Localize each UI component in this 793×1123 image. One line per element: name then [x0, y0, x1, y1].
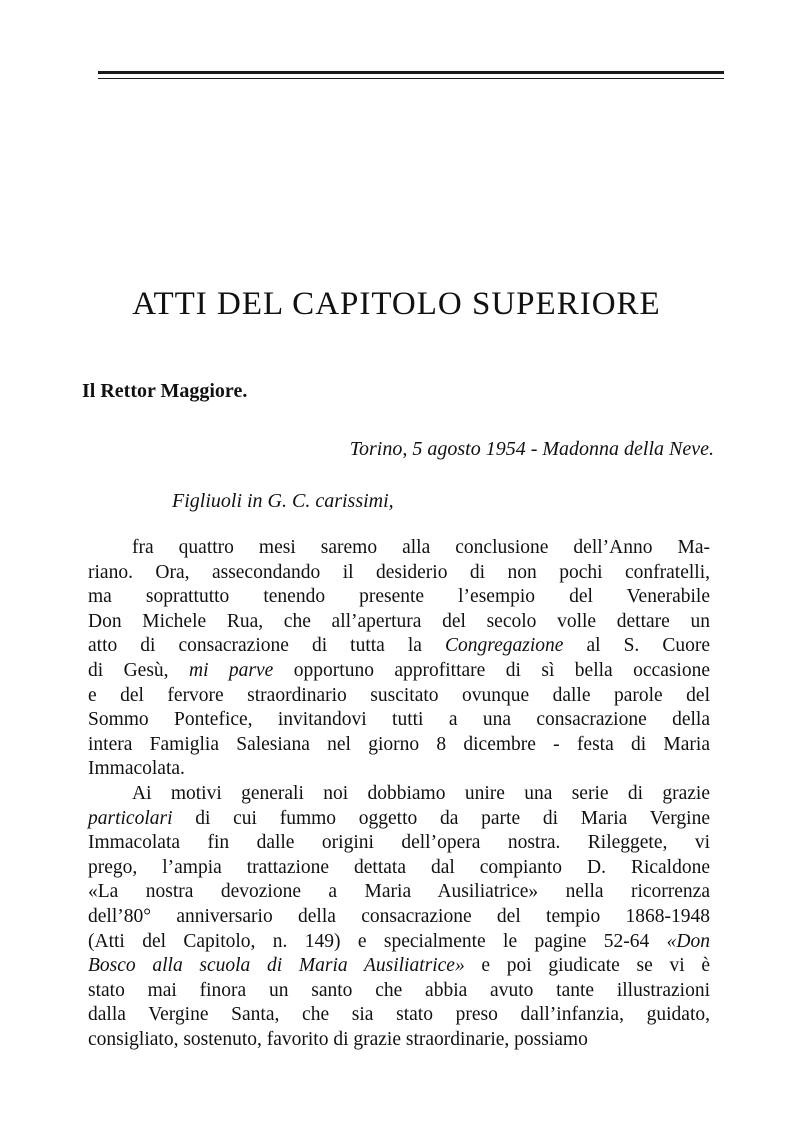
- body-text-run: al S. Cuore: [563, 635, 710, 657]
- italic-text: Congregazione: [444, 635, 564, 657]
- header-rule-thin: [98, 78, 724, 79]
- body-text-run: Immacolata.: [88, 758, 185, 780]
- paragraph-1-line: [88, 585, 710, 610]
- body-text-run: «La nostra devozione a Maria Ausiliatrice» nella ricorrenza: [88, 881, 710, 903]
- paragraph-1-line: [88, 733, 710, 758]
- body-text-run: fra quattro mesi saremo alla conclusione dell’Anno Ma-: [132, 537, 710, 558]
- dateline: [350, 438, 714, 461]
- paragraph-2-line: [88, 831, 710, 856]
- body-text-run: consigliato, sostenuto, favorito di grazie straordinarie, possiamo: [88, 1028, 588, 1050]
- body-text-run: atto di consacrazione di tutta la: [88, 635, 445, 657]
- paragraph-2-line: [88, 782, 710, 807]
- paragraph-1-line: [88, 659, 710, 684]
- body-text-run: dalla Vergine Santa, che sia stato preso dall’infanzia, guidato,: [88, 1004, 710, 1026]
- paragraph-2-line: [88, 807, 710, 832]
- body-text-run: riano. Ora, assecondando il desiderio di non pochi confratelli,: [88, 561, 710, 583]
- body-text-run: di cui fummo oggetto da parte di Maria Vergine: [172, 807, 710, 829]
- paragraph-2-line: [88, 930, 710, 955]
- paragraph-2-line: [88, 1003, 710, 1028]
- paragraph-2-line: [88, 880, 710, 905]
- italic-text: Bosco alla scuola di Maria Ausiliatrice»: [88, 955, 465, 977]
- italic-text: mi parve: [189, 659, 274, 681]
- body-text-run: stato mai finora un santo che abbia avuto tante illustrazioni: [88, 979, 710, 1001]
- dateline-feast: Madonna della Neve.: [542, 438, 714, 460]
- body-text-run: e del fervore straordinario suscitato ovunque dalle parole del: [88, 684, 710, 706]
- body-text-run: di Gesù,: [88, 659, 189, 681]
- header-rule-thick: [98, 71, 724, 74]
- paragraph-2-line: [88, 1028, 710, 1053]
- salutation: Figliuoli in G. C. carissimi,: [172, 490, 394, 512]
- body-text-run: (Atti del Capitolo, n. 149) e specialmente le pagine 52-64: [88, 930, 667, 952]
- paragraph-1-line: [88, 684, 710, 709]
- paragraph-1-line: [88, 536, 710, 561]
- paragraph-2-line: [88, 979, 710, 1004]
- dateline-place-date: Torino, 5 agosto 1954 -: [349, 438, 543, 460]
- italic-text: «Don: [666, 930, 710, 952]
- body-text-run: Immacolata fin dalle origini dell’opera nostra. Rileggete, vi: [88, 832, 710, 854]
- body-text-run: prego, l’ampia trattazione dettata dal compianto D. Ricaldone: [88, 856, 710, 878]
- paragraph-1-line: [88, 634, 710, 659]
- letter-body: [88, 536, 710, 1052]
- body-text-run: dell’80° anniversario della consacrazione del tempio 1868-1948: [88, 905, 710, 927]
- paragraph-1-line: [88, 757, 710, 782]
- body-text-run: e poi giudicate se vi è: [464, 955, 710, 977]
- paragraph-1-line: [88, 708, 710, 733]
- paragraph-2-line: [88, 856, 710, 881]
- body-text-run: opportuno approfittare di sì bella occasione: [273, 659, 711, 681]
- page-title: ATTI DEL CAPITOLO SUPERIORE: [132, 286, 661, 322]
- body-text-run: Don Michele Rua, che all’apertura del secolo volle dettare un: [88, 610, 710, 632]
- paragraph-2-line: [88, 905, 710, 930]
- italic-text: particolari: [88, 807, 173, 829]
- body-text-run: ma soprattutto tenendo presente l’esempio del Venerabile: [88, 586, 710, 608]
- body-text-run: Ai motivi generali noi dobbiamo unire una serie di grazie: [132, 782, 710, 804]
- paragraph-1-line: [88, 610, 710, 635]
- body-text-run: Sommo Pontefice, invitandovi tutti a una consacrazione della: [88, 709, 710, 731]
- body-text-run: intera Famiglia Salesiana nel giorno 8 dicembre - festa di Maria: [88, 733, 710, 755]
- paragraph-2-line: [88, 954, 710, 979]
- paragraph-1-line: [88, 561, 710, 586]
- section-heading: Il Rettor Maggiore.: [82, 380, 248, 402]
